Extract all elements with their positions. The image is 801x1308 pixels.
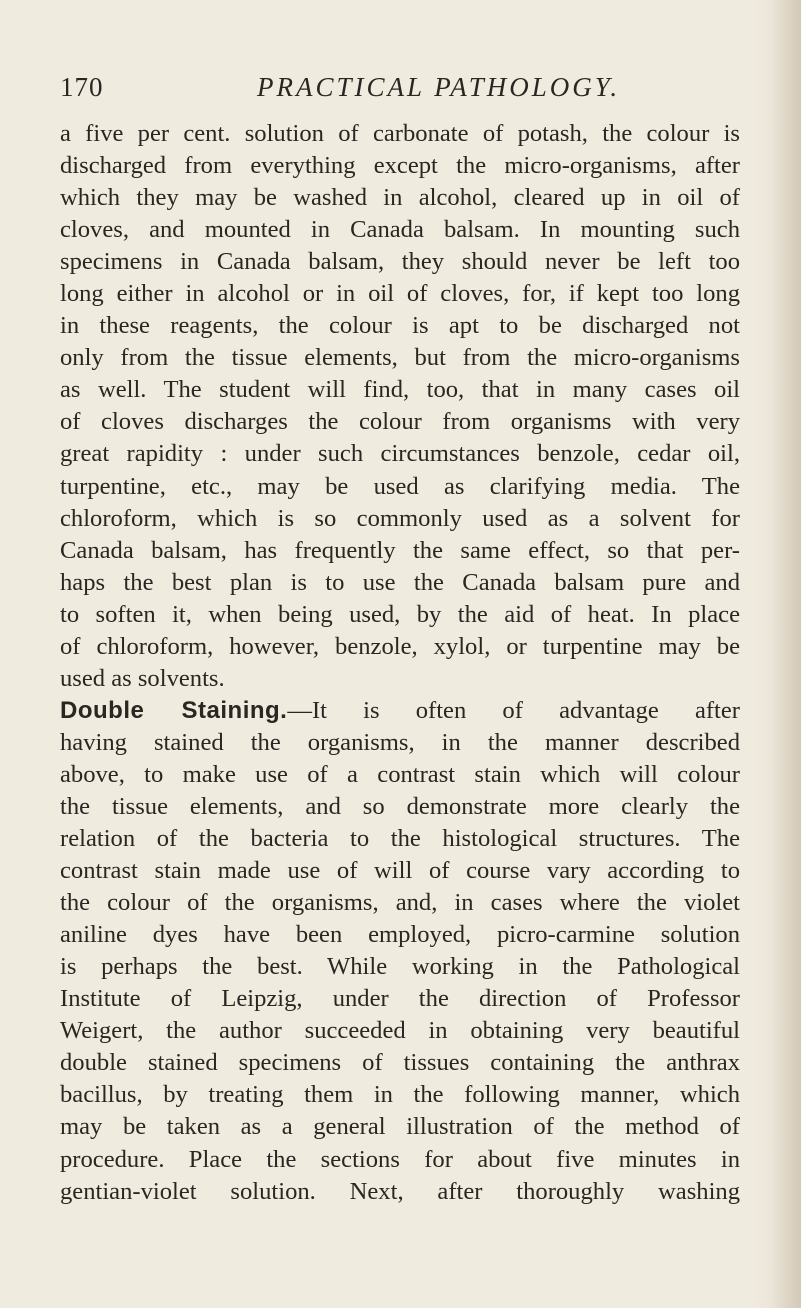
section-first-line-text: —It is often of advantage after <box>287 696 740 724</box>
text-line: having stained the organisms, in the manner described <box>60 728 740 756</box>
text-line: discharged from everything except the micro-organisms, after <box>60 152 740 180</box>
text-line: a five per cent. solution of carbonate of potash, the colour is <box>60 120 740 147</box>
text-line: Canada balsam, has frequently the same effect, so that per- <box>60 536 740 564</box>
text-line: chloroform, which is so commonly used as a solvent for <box>60 504 740 532</box>
text-line: specimens in Canada balsam, they should never be left too <box>60 248 740 276</box>
section-heading: Double Staining. <box>60 696 288 724</box>
text-line: aniline dyes have been employed, picro-carmine solution <box>60 921 740 949</box>
running-title: PRACTICAL PATHOLOGY. <box>257 72 621 102</box>
section-first-line <box>60 695 740 727</box>
text-line: haps the best plan is to use the Canada balsam pure and <box>60 568 740 596</box>
page-edge-shadow <box>771 0 801 1308</box>
text-line: of cloves discharges the colour from organisms with very <box>60 408 740 436</box>
text-line: bacillus, by treating them in the following manner, which <box>60 1081 740 1109</box>
text-line: in these reagents, the colour is apt to be discharged not <box>60 312 740 340</box>
text-line: Institute of Leipzig, under the direction of Professor <box>60 985 740 1013</box>
text-line: may be taken as a general illustration of the method of <box>60 1113 740 1141</box>
text-line: contrast stain made use of will of course vary according to <box>60 857 740 885</box>
body-text <box>60 118 740 1208</box>
text-line: to soften it, when being used, by the aid of heat. In place <box>60 600 740 628</box>
text-line: double stained specimens of tissues containing the anthrax <box>60 1049 740 1077</box>
text-line: cloves, and mounted in Canada balsam. In mounting such <box>60 216 740 244</box>
text-line: only from the tissue elements, but from the micro-organisms <box>60 344 740 372</box>
text-line: which they may be washed in alcohol, cleared up in oil of <box>60 184 740 212</box>
text-line: is perhaps the best. While working in the Pathological <box>60 953 740 981</box>
text-line: as well. The student will find, too, that in many cases oil <box>60 376 740 404</box>
page-number: 170 <box>60 72 104 102</box>
text-line: great rapidity : under such circumstances benzole, cedar oil, <box>60 440 740 468</box>
paragraph-end-line: used as solvents. <box>60 664 225 692</box>
text-line: turpentine, etc., may be used as clarifying media. The <box>60 472 740 500</box>
text-line: of chloroform, however, benzole, xylol, or turpentine may be <box>60 632 740 660</box>
text-line: long either in alcohol or in oil of cloves, for, if kept too long <box>60 280 740 308</box>
text-line: relation of the bacteria to the histological structures. The <box>60 825 740 853</box>
text-line: gentian-violet solution. Next, after thoroughly washing <box>60 1177 740 1205</box>
text-line: Weigert, the author succeeded in obtaining very beautiful <box>60 1017 740 1045</box>
text-line: the colour of the organisms, and, in cases where the violet <box>60 889 740 917</box>
running-head <box>60 72 740 112</box>
text-line: the tissue elements, and so demonstrate more clearly the <box>60 792 740 820</box>
text-line: procedure. Place the sections for about five minutes in <box>60 1145 740 1173</box>
text-line: above, to make use of a contrast stain which will colour <box>60 760 740 788</box>
